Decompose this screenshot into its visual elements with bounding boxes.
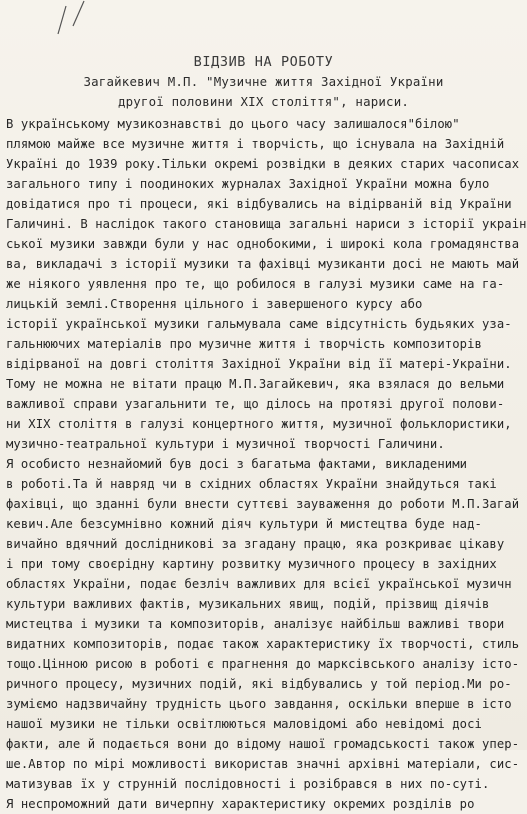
body-line: тощо.Цінною рисою в роботі є прагнення до марксівського аналізу істо- bbox=[6, 657, 520, 671]
body-line: вичайно вдячний дослідниковi за згадану працю, яка розкриває цікаву bbox=[6, 537, 505, 551]
body-line: в роботі.Та й навряд чи в східних областях України знайдуться такі bbox=[6, 477, 497, 491]
body-line: ва, викладачі з історії музики та фахівці музиканти досі не мають май bbox=[6, 257, 520, 271]
document-subtitle-line-2: другої половини XIX століття", нариси. bbox=[117, 94, 410, 109]
body-line: мистецтва і музики та композиторів, аналізує найбільш важливі твори bbox=[6, 617, 505, 631]
body-line: зуміємо надзвичайну трудність цього завдання, оскільки вперше в істо bbox=[6, 697, 512, 711]
body-line: ричного процесу, музичних подій, які відбувались у той період.Ми ро- bbox=[6, 677, 512, 691]
body-line: довідатися про ті процеси, які відбувались на відірваній від України bbox=[6, 197, 512, 211]
body-line: же ніякого уявлення про те, що робилося в галузі музики саме на га- bbox=[6, 277, 505, 291]
body-line: нашої музики не тільки освітлюються маловідомі або невідомі досі bbox=[6, 717, 482, 731]
body-line: Тому не можна не вітати працю М.П.Загайкевич, яка взялася до вельми bbox=[6, 377, 505, 391]
document-subtitle-line-1: Загайкевич М.П. "Музичне життя Західної України bbox=[83, 74, 444, 89]
body-line: Я неспроможний дати вичерпну характеристику окремих розділів ро bbox=[6, 797, 475, 811]
body-line: гальнюючих матеріалів про музичне життя і творчість композиторів bbox=[6, 337, 482, 351]
body-line: ни XIX століття в галузі концертного життя, музичної фольклористики, bbox=[6, 417, 512, 431]
body-line: видатних композиторів, подає також характеристику їх творчості, стиль bbox=[6, 637, 520, 651]
body-line: областях України, подає безліч важливих для всієї української музичн bbox=[6, 577, 512, 591]
body-line: В українському музикознавстві до цього часу залишалося"білою" bbox=[6, 117, 460, 131]
body-line: ської музики завжди були у нас однобокими, і широкі кола громадянства bbox=[6, 237, 520, 251]
body-line: факти, але й подається вони до відому нашої громадськості також упер- bbox=[6, 737, 520, 751]
body-line: музично-театральної культури і музичної творчості Галичини. bbox=[6, 437, 445, 451]
body-line: відірваної на довгі століття Західної України від її матері-України. bbox=[6, 357, 512, 371]
body-line: важливої справи узагальнити те, що ділось на протязі другої полови- bbox=[6, 397, 505, 411]
body-line: загального типу і поодиноких журналах Західної України можна було bbox=[6, 177, 490, 191]
body-line: ше.Автор по мірі можливості використав значні архівні матеріали, сис- bbox=[6, 757, 520, 771]
body-line: Я особисто незнайомий був досі з багатьма фактами, викладеними bbox=[6, 457, 468, 471]
body-line: Україні до 1939 року.Тільки окремі розвідки в деяких старих часописах bbox=[6, 157, 520, 171]
body-line: Галичині. В наслідок такого становища загальні нариси з історії украін bbox=[6, 217, 527, 231]
body-line: лицькій землі.Створення цільного і завершеного курсу або bbox=[6, 297, 423, 311]
body-line: плямою майже все музичне життя і творчість, що існувала на Західній bbox=[6, 137, 505, 151]
document-title: ВІДЗИВ НА РОБОТУ bbox=[193, 54, 334, 70]
body-line: фахівці, що зданні були внести суттєві зауваження до роботи М.П.Загай bbox=[6, 497, 520, 511]
body-line: матизував їх у струнній послідовності і розібрався в них по-суті. bbox=[6, 777, 490, 791]
document-body bbox=[6, 114, 527, 814]
pen-stroke-mark bbox=[40, 0, 90, 36]
body-line: історії української музики гальмувала саме відсутність будьяких уза- bbox=[6, 317, 512, 331]
body-line: і при тому своєрідну картину розвитку музичного процесу в західних bbox=[6, 557, 497, 571]
body-line: культури важливих фактів, музикальних явищ, подій, прізвищ діячів bbox=[6, 597, 490, 611]
body-line: кевич.Але безсумнівно кожний діяч культури й мистецтва буде над- bbox=[6, 517, 482, 531]
